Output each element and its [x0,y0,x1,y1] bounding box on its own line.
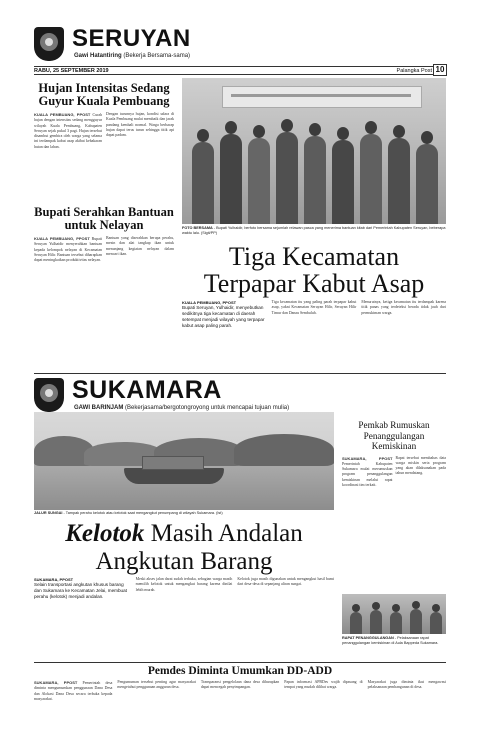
story-column: Papan informasi APBDes wajib dipasang di tempat yang mudah dilihat warga. [284,680,363,690]
masthead-seruyan [34,27,454,62]
person-figure [410,609,422,634]
person-figure [192,142,214,224]
photo-caption: JALUR SUNGAI - Tampak perahu kelotok atau kelotok saat mengangkut penumpang di wilayah Sukamara. (Ist) [34,511,223,515]
story-column: Transparansi pengelolaan dana desa diharapkan dapat mencegah penyimpangan. [200,680,280,690]
kelotok-boat [124,468,224,484]
story-headline-kelotok: Kelotok Masih Andalan Angkutan Barang [65,520,303,575]
masthead-tagline: Gawi Hatantiring (Bekerja Bersama-sama) [74,53,191,59]
story-column: SUKAMARA, PPOST Pemerintah desa diminta mengumumkan penggunaan Dana Desa dan Alokasi Dana Desa secara terbuka kepada masyarakat. [34,680,113,701]
person-figure [370,610,382,634]
masthead-title: SERUYAN [72,25,191,52]
story-column: Tiga kecamatan itu yang paling parah terpapar kabut asap, yakni Kecamatan Seruyan Hilir, Seruyan Hilir Timur dan Danau Sembuluh. [271,300,357,315]
story-headline: Pemdes Diminta Umumkan DD-ADD [34,662,446,678]
person-figure [220,134,242,224]
story-headline: Pemkab Rumuskan Penanggulangan Kemiskinan [358,420,430,451]
story-lead: Bupati Seruyan, Yulhaidir, menyebutkan sedikitnya tiga kecamatan di daerah setempat menjadi wilayah yang terpapar kabut asap paling parah. [182,305,265,328]
story-headline: Bupati Serahkan Bantuan untuk Nelayan [34,205,174,232]
river-boat-photo [34,412,334,510]
person-figure [304,136,326,224]
dateline-bar [34,66,446,75]
story-kelotok [34,577,334,600]
page-number: 10 [433,64,447,76]
story-column: KUALA PEMBUANG, PPOST Bupati Seruyan Yulhaidir menyerahkan bantuan kepada kelompok nelayan di Kecamatan Seruyan Hilir. Bantuan tersebut diharapkan dapat meningkatkan produktivitas nelayan. [34,236,102,263]
group-photo [182,78,446,224]
story-kemiskinan [342,420,446,489]
person-figure [388,138,410,224]
story-column: Dengan turunnya hujan, kondisi udara di Kuala Pembuang mulai membaik dan jarak pandang kembali normal. Warga berharap hujan dapat terus turun sehingga titik api dapat padam. [106,112,174,138]
story-column: KUALA PEMBUANG, PPOST Curah hujan dengan intensitas sedang mengguyur wilayah Kuala Pembuang, Kabupaten Seruyan sejak pukul 3 pagi. Hujan tersebut disambut gembira oleh warga yang selama ini terdampak kabut asap akibat kebakaran hutan dan lahan. [34,112,102,149]
person-figure [332,140,354,224]
seruyan-emblem-icon [34,27,64,61]
story-column: KUALA PEMBUANG, PPOST Bupati Seruyan, Yulhaidir, menyebutkan sedikitnya tiga kecamatan di daerah setempat menjadi wilayah yang terpapar kabut asap paling parah. [182,300,267,329]
masthead-sukamara [34,373,446,409]
person-figure [276,132,298,224]
sukamara-emblem-icon [34,378,64,412]
story-column: SUKAMARA, PPOST Selain transportasi angkutan khusus barang dan Sukamara ke Kecamatan Jelai, membuat perahu (kelotok) menjadi andalan. [34,577,131,600]
story-headline-main: Tiga Kecamatan Terpapar Kabut Asap [203,242,425,298]
story-column: Masyarakat juga diminta ikut mengawasi pelaksanaan pembangunan di desa. [367,680,446,690]
story-column: Menurutnya, ketiga kecamatan itu terdampak karena titik panas yang terdeteksi berada tidak jauh dari permukiman warga. [361,300,447,315]
tree-shape [234,434,334,466]
person-figure [248,138,270,224]
story-lead: Selain transportasi angkutan khusus barang dan Sukamara ke Kecamatan Jelai, membuat perahu (kelotok) menjadi andalan. [34,582,127,599]
story-bantuan-nelayan [34,206,174,264]
story-column: SUKAMARA, PPOST Pemerintah Kabupaten Sukamara mulai merumuskan program penanggulangan kemiskinan melalui rapat koordinasi tim terkait. [342,455,393,487]
story-dd-add [34,680,446,728]
person-figure [390,612,402,634]
person-figure [360,134,382,224]
story-hujan [34,82,174,151]
story-headline: Hujan Intensitas Sedang Guyur Kuala Pembuang [38,81,170,108]
paper-name: Palangka Post [396,68,432,74]
issue-date: RABU, 25 SEPTEMBER 2019 [34,68,109,74]
story-column: Kelotok juga masih digunakan untuk mengangkut hasil bumi dari desa-desa di sepanjang aliran sungai. [237,577,335,587]
story-column: Pengumuman tersebut penting agar masyarakat mengetahui penggunaan anggaran desa. [117,680,196,690]
story-column: Meski akses jalan darat sudah terbuka, sebagian warga masih memilih kelotok untuk mengangkut barang karena dinilai lebih murah. [135,577,233,592]
photo-caption: RAPAT PENANGGULANGAN - Pelaksanaan rapat penanggulangan kemiskinan di Aula Bappeda Sukamara. [342,636,439,645]
photo-caption: FOTO BERSAMA - Bupati Yulhaidir, berfoto bersama sejumlah relawan pasca yang menerima bantuan kitab dari Pemerintah Kabupaten Seruyan, beberapa waktu lalu. (Sigit/PP) [182,226,446,235]
person-figure [350,612,362,634]
masthead-title: SUKAMARA [72,376,222,404]
story-column: Rapat tersebut membahas data warga miskin serta program yang akan dilaksanakan pada tahun mendatang. [395,455,446,476]
person-figure [416,144,438,224]
person-figure [430,612,442,634]
masthead-tagline: GAWI BARINJAM (Bekerjasama/bergotongroyong untuk mencapai tujuan mulia) [74,405,290,411]
photo-banner [222,86,422,108]
meeting-photo [342,594,446,634]
story-column: Bantuan yang diserahkan berupa perahu, mesin dan alat tangkap ikan untuk menunjang kegiatan nelayan dalam mencari ikan. [106,236,174,256]
story-kabut-asap [182,300,446,329]
